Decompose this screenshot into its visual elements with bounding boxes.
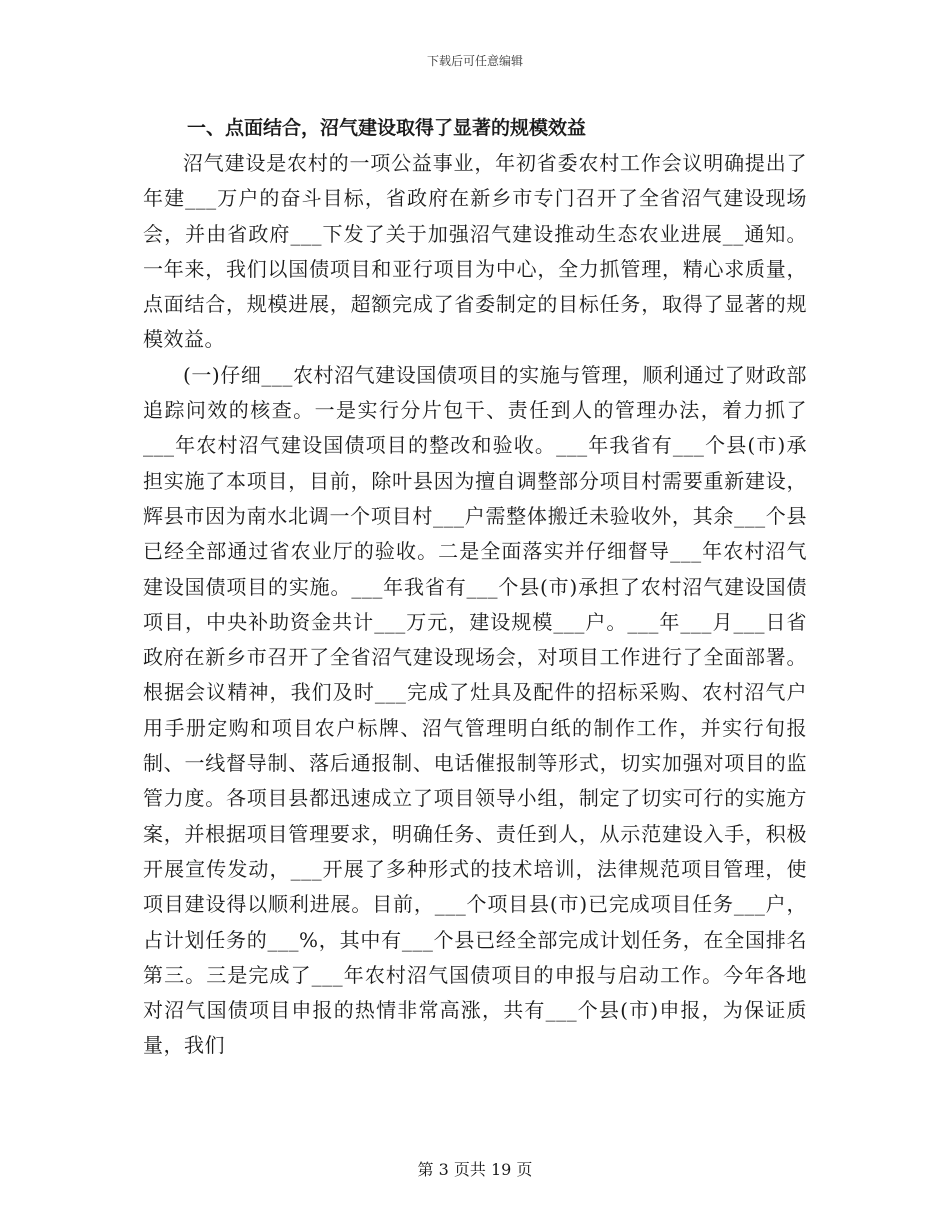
document-body: [143, 110, 807, 1064]
section-heading: 一、点面结合，沼气建设取得了显著的规模效益: [187, 117, 587, 139]
page-header-note: 下载后可任意编辑: [426, 54, 523, 68]
paragraph-intro: 沼气建设是农村的一项公益事业，年初省委农村工作会议明确提出了年建___万户的奋斗目标，省政府在新乡市专门召开了全省沼气建设现场会，并由省政府___下发了关于加强沼气建设推动生态农业进展__通知。一年来，我们以国债项目和亚行项目为中心，全力抓管理，精心求质量，点面结合，规模进展，超额完成了省委制定的目标任务，取得了显著的规模效益。: [143, 151, 807, 352]
page-footer-number: 第 3 页共 19 页: [417, 1160, 533, 1179]
paragraph-item-1: (一)仔细___农村沼气建设国债项目的实施与管理，顺利通过了财政部追踪问效的核查。一是实行分片包干、责任到人的管理办法，着力抓了___年农村沼气建设国债项目的整改和验收。___年我省有___个县(市)承担实施了本项目，目前，除叶县因为擅自调整部分项目村需要重新建设，辉县市因为南水北调一个项目村___户需整体搬迁未验收外，其余___个县已经全部通过省农业厅的验收。二是全面落实并仔细督导___年农村沼气建设国债项目的实施。___年我省有___个县(市)承担了农村沼气建设国债项目，中央补助资金共计___万元，建设规模___户。___年___月___日省政府在新乡市召开了全省沼气建设现场会，对项目工作进行了全面部署。根据会议精神，我们及时___完成了灶具及配件的招标采购、农村沼气户用手册定购和项目农户标牌、沼气管理明白纸的制作工作，并实行旬报制、一线督导制、落后通报制、电话催报制等形式，切实加强对项目的监管力度。各项目县都迅速成立了项目领导小组，制定了切实可行的实施方案，并根据项目管理要求，明确任务、责任到人，从示范建设入手，积极开展宣传发动，___开展了多种形式的技术培训，法律规范项目管理，使项目建设得以顺利进展。目前，___个项目县(市)已完成项目任务___户，占计划任务的___%，其中有___个县已经全部完成计划任务，在全国排名第三。三是完成了___年农村沼气国债项目的申报与启动工作。今年各地对沼气国债项目申报的热情非常高涨，共有___个县(市)申报，为保证质量，我们: [143, 362, 807, 1058]
